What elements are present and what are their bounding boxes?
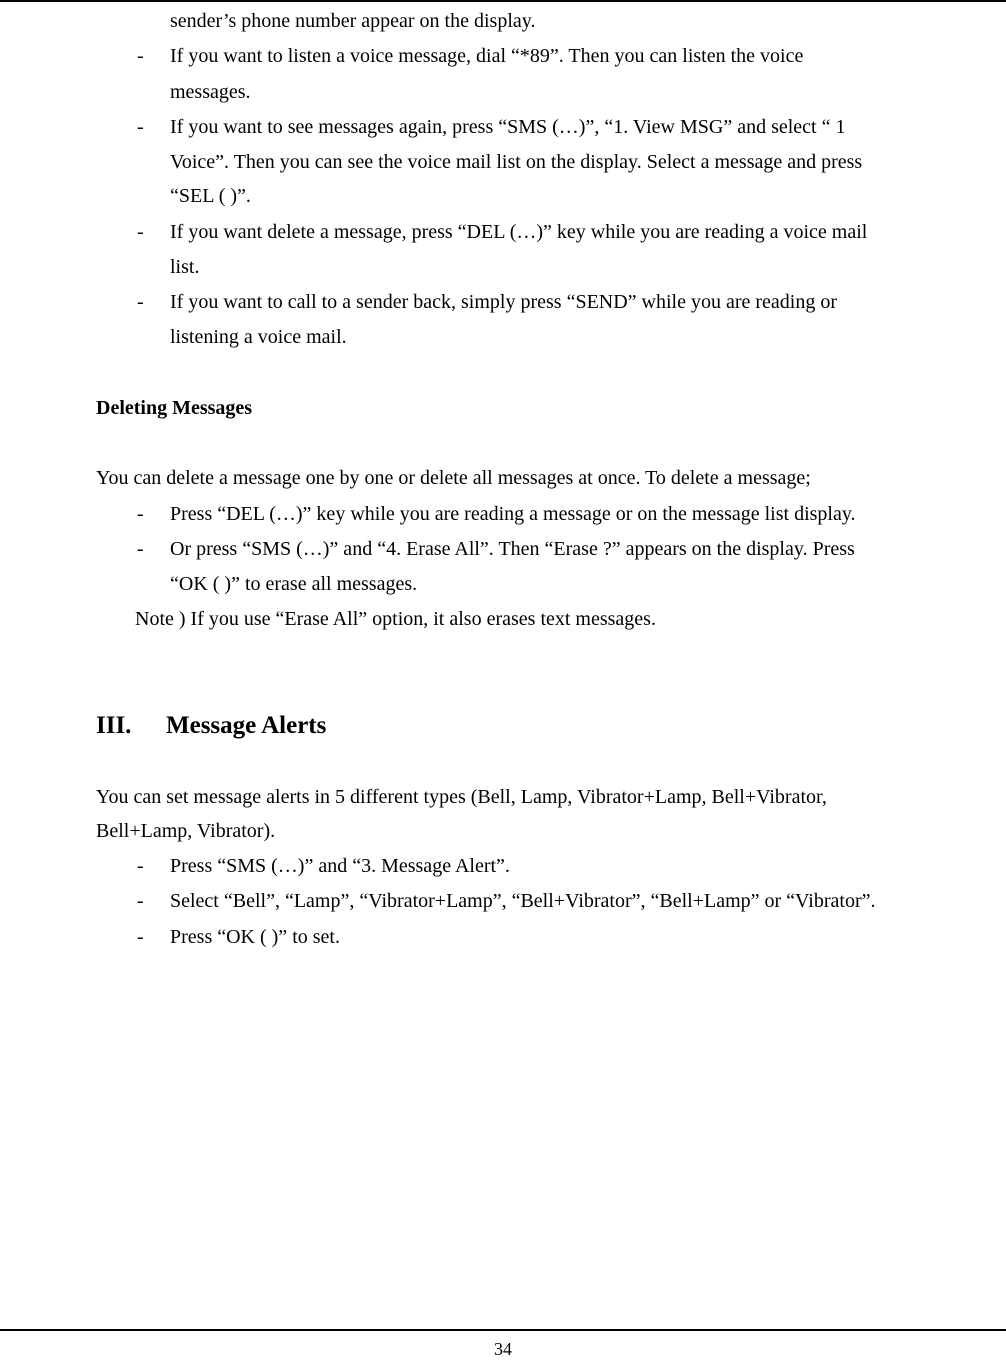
list-dash: - [137, 503, 144, 525]
section-number: III. [96, 712, 132, 739]
list-item-message-alert: Press “SMS (…)” and “3. Message Alert”. [170, 855, 510, 877]
list-item-press-del: Press “DEL (…)” key while you are reading a message or on the message list display. [170, 503, 856, 525]
bottom-rule [0, 1329, 1006, 1331]
list-item-see-again: If you want to see messages again, press “SMS (…)”, “1. View MSG” and select “ 1 [170, 116, 846, 138]
list-item-erase-all: Or press “SMS (…)” and “4. Erase All”. Then “Erase ?” appears on the display. Press [170, 538, 855, 560]
list-item-delete-voice-cont: list. [170, 256, 200, 278]
deleting-messages-heading: Deleting Messages [96, 397, 253, 419]
list-dash: - [137, 890, 144, 912]
list-item-listen-voice: If you want to listen a voice message, dial “*89”. Then you can listen the voice [170, 45, 804, 67]
list-item-call-back-cont: listening a voice mail. [170, 326, 347, 348]
list-item-select-type: Select “Bell”, “Lamp”, “Vibrator+Lamp”, “Bell+Vibrator”, “Bell+Lamp” or “Vibrator”. [170, 890, 876, 912]
list-item-see-again-cont2: “SEL ( )”. [170, 185, 251, 207]
page-number: 34 [494, 1339, 512, 1359]
section-title: Message Alerts [166, 712, 327, 739]
list-dash: - [137, 116, 144, 138]
list-item-see-again-cont: Voice”. Then you can see the voice mail list on the display. Select a message and press [170, 151, 863, 173]
list-item-erase-all-cont: “OK ( )” to erase all messages. [170, 573, 418, 595]
list-dash: - [137, 221, 144, 243]
list-dash: - [137, 45, 144, 67]
list-item-call-back: If you want to call to a sender back, simply press “SEND” while you are reading or [170, 291, 838, 313]
list-item-delete-voice: If you want delete a message, press “DEL (…)” key while you are reading a voice mail [170, 221, 868, 243]
list-dash: - [137, 291, 144, 313]
deleting-intro: You can delete a message one by one or delete all messages at once. To delete a message; [96, 467, 811, 489]
erase-all-note: Note ) If you use “Erase All” option, it also erases text messages. [135, 608, 656, 630]
list-dash: - [137, 926, 144, 948]
list-dash: - [137, 538, 144, 560]
alerts-intro: You can set message alerts in 5 different types (Bell, Lamp, Vibrator+Lamp, Bell+Vibrator, [96, 786, 827, 808]
list-dash: - [137, 855, 144, 877]
top-rule [0, 0, 1006, 2]
list-item-press-ok: Press “OK ( )” to set. [170, 926, 340, 948]
alerts-intro-cont: Bell+Lamp, Vibrator). [96, 820, 276, 842]
list-item-listen-voice-cont: messages. [170, 81, 251, 103]
voice-continuation-line: sender’s phone number appear on the display. [170, 10, 536, 32]
